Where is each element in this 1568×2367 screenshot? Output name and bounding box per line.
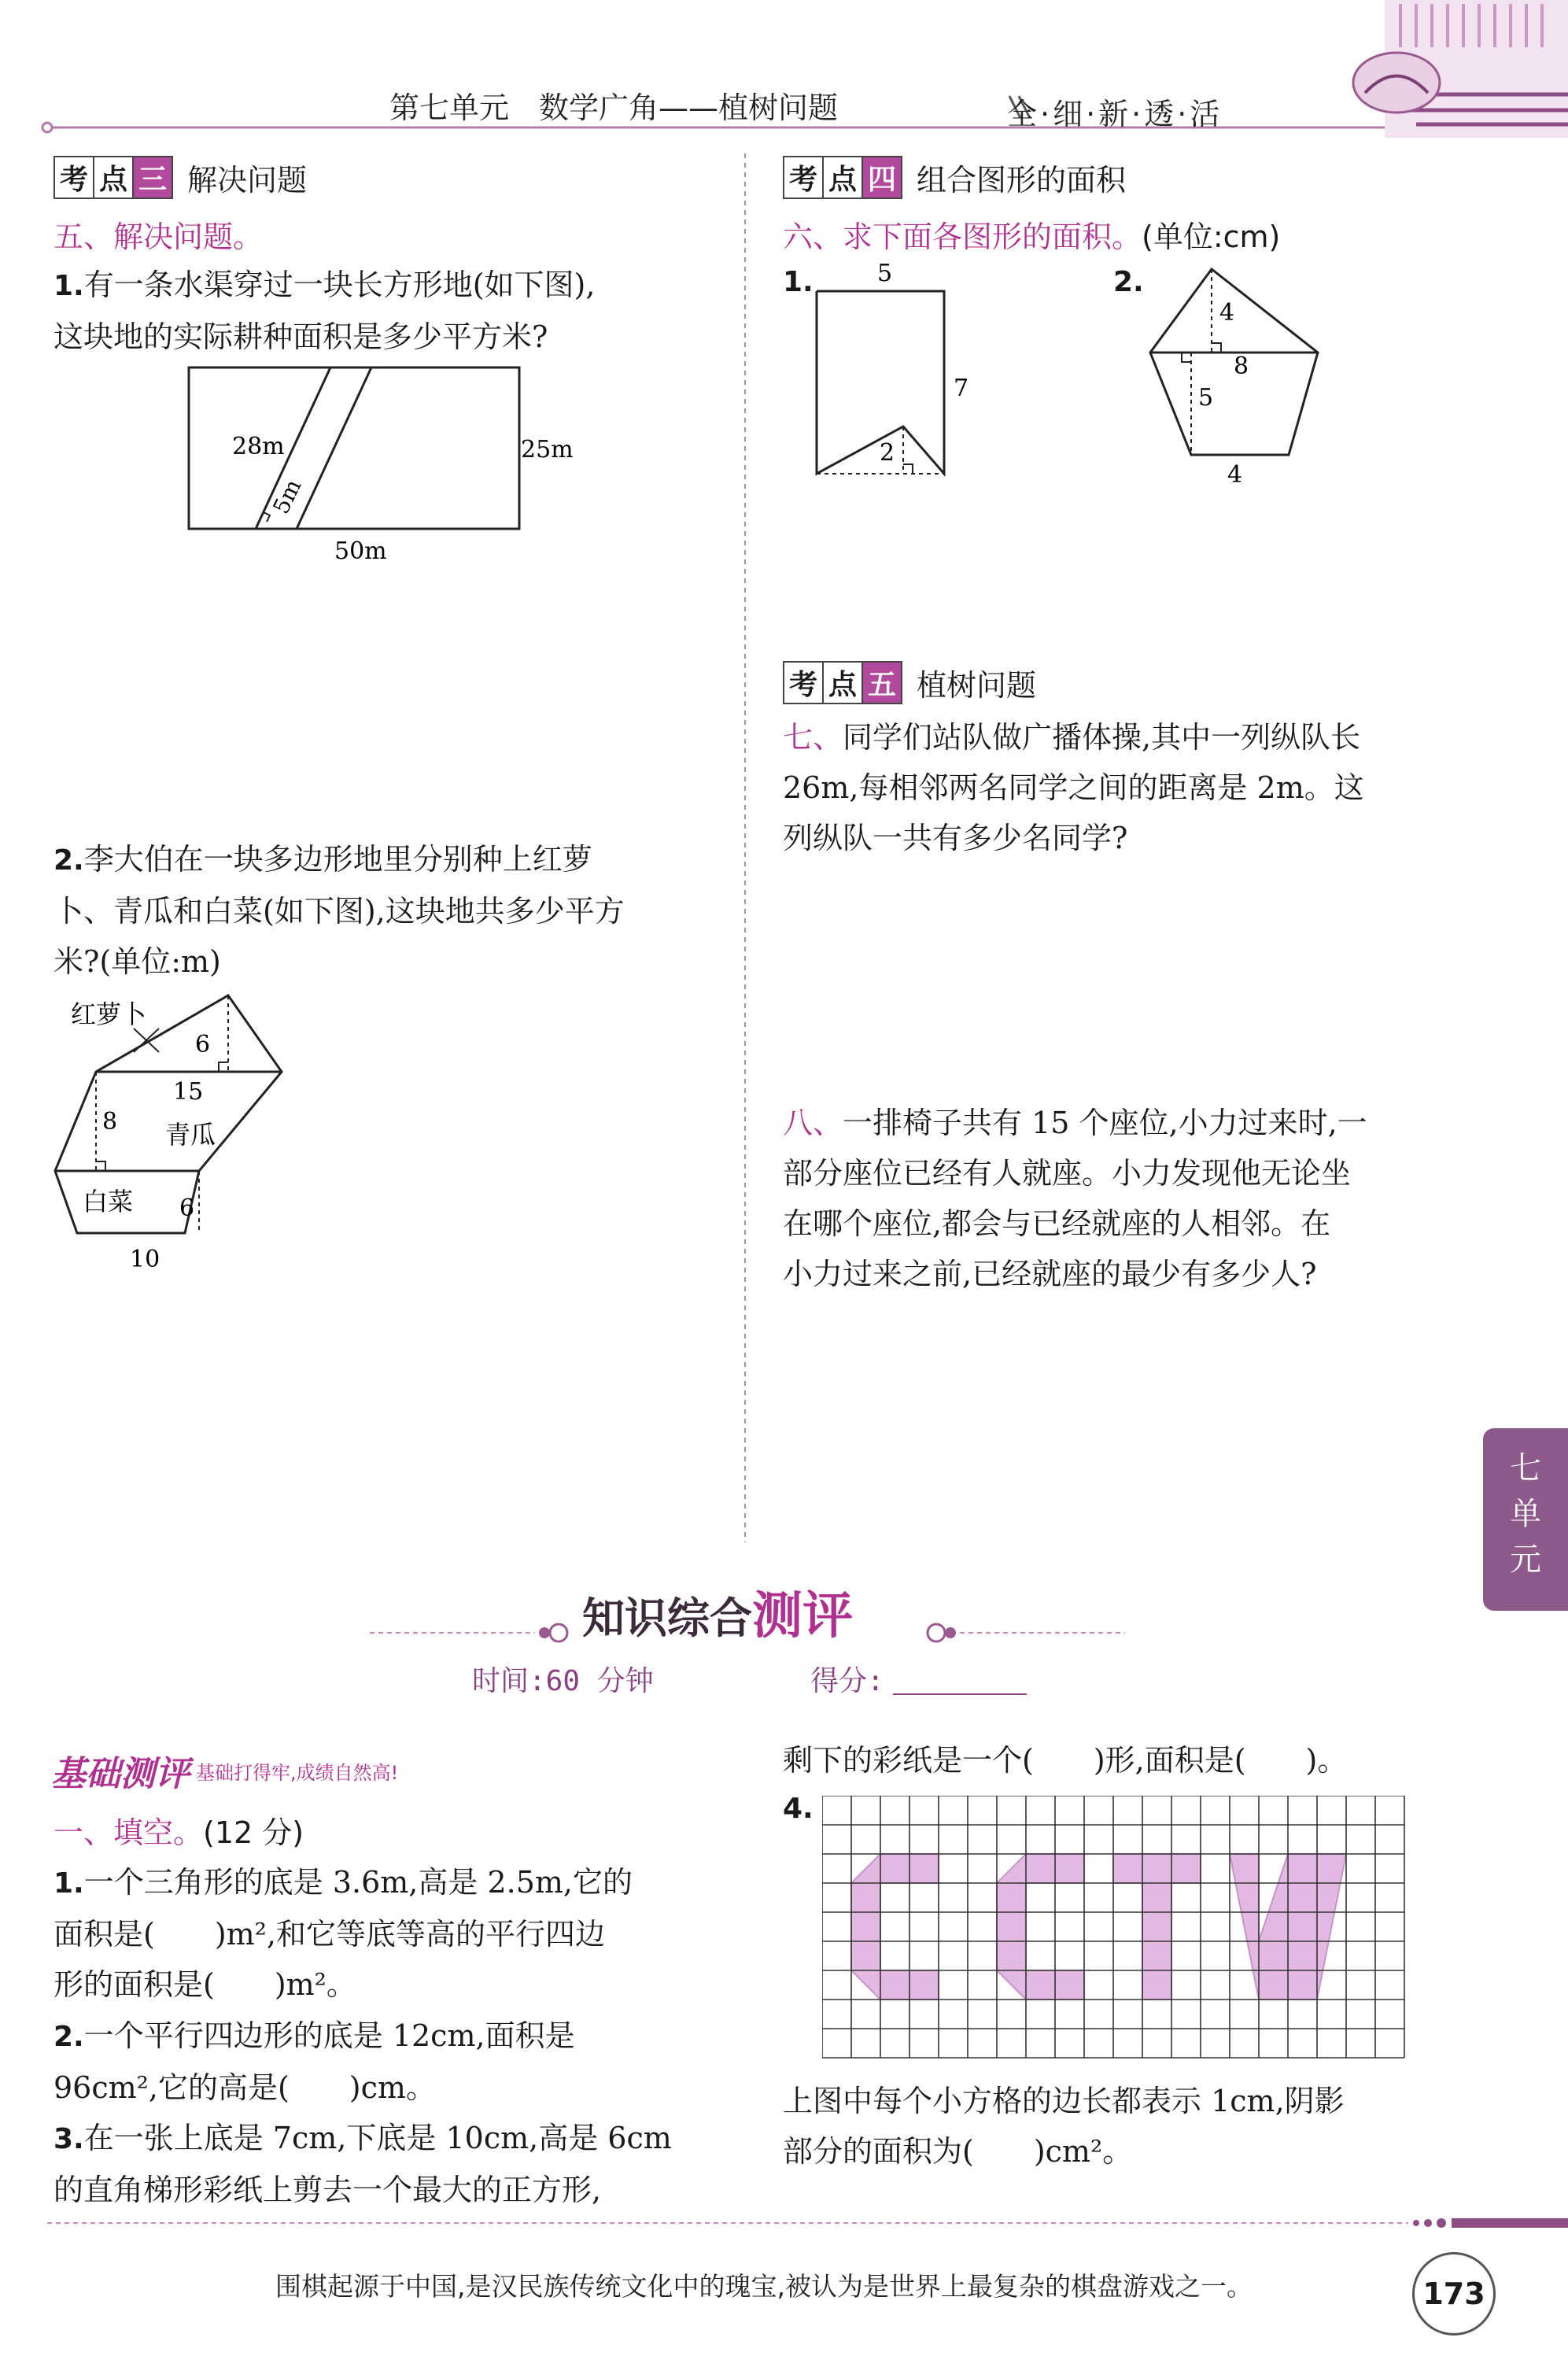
label-2: 2 <box>880 439 895 467</box>
footer-note: 围棋起源于中国,是汉民族传统文化中的瑰宝,被认为是世界上最复杂的棋盘游戏之一。 <box>275 2271 1253 2302</box>
fill-q1: 1.一个三角形的底是 3.6m,高是 2.5m,它的 面积是( )m²,和它等底等高的平行四边 形的面积是( )m²。 <box>53 1865 633 2002</box>
label-7: 7 <box>954 375 969 402</box>
test-title: 知识综合测评 <box>582 1587 853 1645</box>
label-cabbage: 白菜 <box>83 1187 134 1217</box>
test-score-label: 得分: <box>810 1665 884 1697</box>
fill-q3: 3.在一张上底是 7cm,下底是 10cm,高是 6cm 的直角梯形彩纸上剪去一个最大的正方形, <box>53 2121 672 2207</box>
label-8: 8 <box>1234 353 1249 380</box>
label-5: 5 <box>1198 384 1214 412</box>
label-25m: 25m <box>521 436 574 463</box>
question-7: 七、同学们站队做广播体操,其中一列纵队长 26m,每相邻两名同学之间的距离是 2m。这 列纵队一共有多少名同学? <box>783 720 1364 855</box>
fill-q4: 上图中每个小方格的边长都表示 1cm,阴影 部分的面积为( )cm²。 <box>783 2084 1345 2169</box>
fill-q4-number: 4. <box>783 1793 814 1825</box>
label-28m: 28m <box>232 433 285 460</box>
kaodian-4-heading: 考 点 四 组合图形的面积 <box>783 156 1126 199</box>
label-6-top: 6 <box>195 1031 211 1058</box>
question-5-1: 1.有一条水渠穿过一块长方形地(如下图), 这块地的实际耕种面积是多少平方米? <box>53 268 596 354</box>
column-divider <box>743 153 747 1542</box>
fig2-number: 2. <box>1113 266 1144 298</box>
basic-test-badge: 基础测评 基础打得牢,成绩自然高! <box>51 1754 399 1794</box>
kaodian-5-heading: 考 点 五 植树问题 <box>783 661 1036 704</box>
kaodian-badge: 考 点 三 <box>53 156 173 199</box>
section-6-heading: 六、求下面各图形的面积。(单位:cm) <box>783 220 1281 254</box>
label-8: 8 <box>102 1108 118 1135</box>
label-6-bottom: 6 <box>179 1195 195 1222</box>
question-8: 八、一排椅子共有 15 个座位,小力过来时,一 部分座位已经有人就座。小力发现他无论坐 在哪个座位,都会与已经就座的人相邻。在 小力过来之前,已经就座的最少有多少人? <box>783 1106 1367 1291</box>
label-50m: 50m <box>334 537 387 565</box>
kaodian-5-title: 植树问题 <box>917 668 1037 703</box>
header-decoration <box>0 0 1568 150</box>
pentagon-figure <box>1133 260 1337 488</box>
label-cucumber: 青瓜 <box>165 1120 216 1150</box>
section-1-heading: 一、填空。(12 分) <box>53 1815 304 1850</box>
label-5m: 5m <box>267 475 307 519</box>
label-10: 10 <box>130 1246 160 1273</box>
chapter-title: 第七单元 数学广角——植树问题 <box>389 90 839 125</box>
header-bar <box>0 0 1568 150</box>
label-15: 15 <box>173 1078 204 1106</box>
section-5-heading: 五、解决问题。 <box>53 220 264 254</box>
label-4-bottom: 4 <box>1227 461 1243 488</box>
kaodian-4-title: 组合图形的面积 <box>917 163 1127 198</box>
header-slogan: 全·细·新·透·活 <box>1007 97 1223 131</box>
kaodian-3-heading <box>53 156 307 199</box>
kaodian-title: 解决问题 <box>187 163 308 198</box>
fill-q2: 2.一个平行四边形的底是 12cm,面积是 96cm²,它的高是( )cm。 <box>53 2018 575 2105</box>
unit-side-tab: 七 单 元 <box>1483 1428 1568 1611</box>
label-5: 5 <box>877 260 893 287</box>
label-radish: 红萝卜 <box>71 999 147 1029</box>
page-number: 173 <box>1412 2252 1496 2336</box>
test-time: 时间:60 分钟 <box>472 1665 654 1697</box>
score-blank[interactable] <box>893 1693 1027 1695</box>
label-4-top: 4 <box>1219 299 1235 327</box>
rectangle-notch-figure <box>802 260 991 488</box>
fig1-number: 1. <box>783 266 814 298</box>
question-5-2: 2.李大伯在一块多边形地里分别种上红萝 卜、青瓜和白菜(如下图),这块地共多少平方 米?(单位:m) <box>53 842 625 979</box>
polygon-farm-figure <box>47 988 315 1294</box>
canal-field-figure <box>157 358 598 571</box>
cctv-grid-figure <box>822 1796 1412 2071</box>
fill-q3-continued: 剩下的彩纸是一个( )形,面积是( )。 <box>783 1743 1348 1778</box>
footer-rule <box>0 2215 1568 2231</box>
